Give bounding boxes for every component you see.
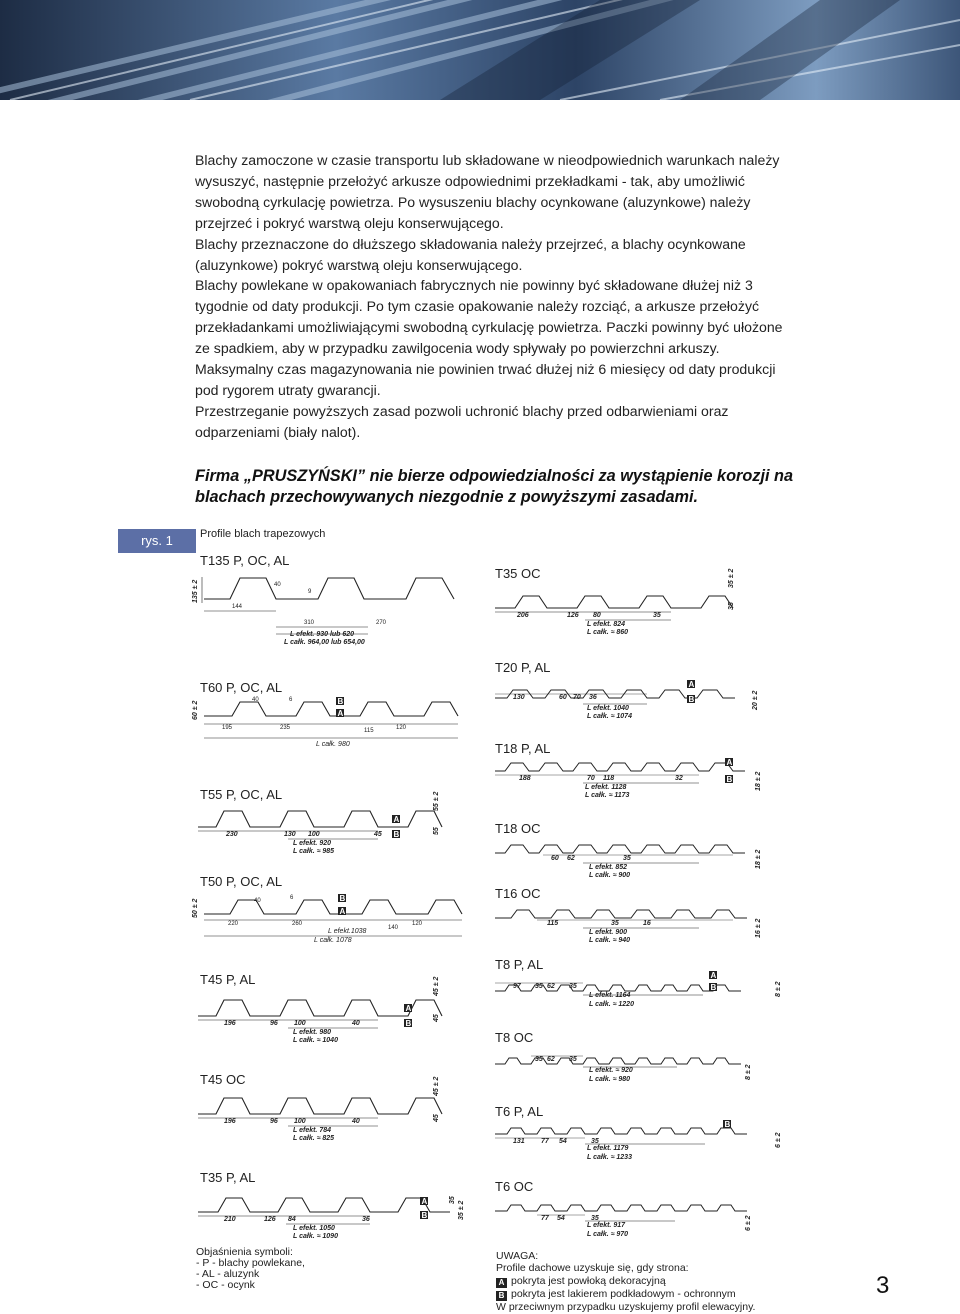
svg-text:270: 270: [376, 620, 387, 626]
svg-text:144: 144: [232, 604, 243, 610]
svg-text:120: 120: [396, 725, 407, 731]
svg-text:115: 115: [364, 728, 374, 734]
svg-text:210: 210: [224, 1216, 236, 1223]
profile-t135-drawing: [192, 573, 462, 653]
svg-text:97: 97: [513, 983, 521, 990]
svg-text:L całk. ≈ 1173: L całk. ≈ 1173: [585, 792, 630, 799]
svg-text:84: 84: [288, 1216, 296, 1223]
profile-t8-oc-drawing: [493, 1052, 765, 1086]
svg-text:35: 35: [728, 602, 735, 610]
profile-t6-oc: [495, 1179, 765, 1239]
svg-text:35: 35: [653, 612, 661, 619]
svg-text:120: 120: [412, 921, 423, 927]
svg-text:60: 60: [559, 694, 567, 701]
svg-text:235: 235: [280, 725, 291, 731]
profile-t8-pal: [495, 957, 782, 1017]
svg-text:70: 70: [573, 694, 581, 701]
svg-text:206: 206: [517, 612, 529, 619]
svg-text:L efekt. 980: L efekt. 980: [293, 1029, 332, 1036]
svg-text:131: 131: [513, 1138, 525, 1145]
svg-text:62: 62: [567, 855, 575, 862]
profile-name: T45 OC: [200, 1072, 246, 1087]
legend-item-p: - P - blachy powlekane,: [196, 1257, 305, 1269]
svg-text:45: 45: [374, 831, 382, 838]
legend-item-oc: - OC - ocynk: [196, 1279, 255, 1291]
svg-text:18 ± 2: 18 ± 2: [755, 849, 762, 869]
profile-name: T6 OC: [495, 1179, 534, 1194]
svg-text:77: 77: [541, 1138, 549, 1145]
profile-name: T135 P, OC, AL: [200, 553, 290, 568]
svg-text:A: A: [339, 907, 346, 916]
svg-text:L całk. ≈ 1074: L całk. ≈ 1074: [587, 713, 632, 720]
svg-text:L efekt. 824: L efekt. 824: [587, 621, 626, 628]
paragraph-3: Blachy powlekane w opakowaniach fabrycznych nie powinny być składowane dłużej niż 3 tygodnie od daty produkcji. Po tym czasie opakowanie należy rozciąć, a arkusze przełożyć przekładankami umożliwiającymi swobodną cyrkulację powietrza. Paczki powinny być ułożone ze spadkiem, aby w przypadku zawilgocenia wody spływały po powierzchni arkuszy. Maksymalny czas magazynowania nie powinien trwać dłużej niż 6 miesięcy od daty produkcji pod rygorem utraty gwarancji.: [195, 277, 783, 398]
svg-text:140: 140: [388, 925, 399, 931]
liability-warning: Firma „PRUSZYŃSKI” nie bierze odpowiedzialności za wystąpienie korozji na blachach przechowywanych niezgodnie z powyższymi zasadami.: [195, 467, 794, 506]
svg-text:9: 9: [308, 589, 312, 595]
svg-text:B: B: [393, 830, 400, 839]
profile-t18-pal-drawing: [493, 757, 765, 801]
page-number: 3: [876, 1272, 890, 1299]
svg-text:130: 130: [284, 831, 296, 838]
svg-text:A: A: [393, 815, 400, 824]
svg-text:80: 80: [593, 612, 601, 619]
svg-text:96: 96: [270, 1118, 278, 1125]
svg-text:188: 188: [519, 775, 531, 782]
profile-t135: [192, 553, 460, 653]
svg-text:16: 16: [643, 920, 651, 927]
profile-name: T50 P, OC, AL: [200, 874, 283, 889]
profile-t35-oc: [495, 566, 765, 636]
profile-t8-pal-drawing: [493, 971, 782, 1017]
svg-text:L efekt. 1050: L efekt. 1050: [293, 1225, 335, 1232]
svg-text:45: 45: [433, 1114, 440, 1122]
svg-text:L całk. ≈ 980: L całk. ≈ 980: [589, 1076, 631, 1083]
paragraph-2: Blachy przeznaczone do dłuższego składowania należy przejrzeć, a blachy ocynkowane (aluzynkowe) pokryć warstwą oleju konserwującego.: [195, 235, 746, 273]
svg-text:60 ± 2: 60 ± 2: [192, 700, 199, 720]
svg-text:18 ± 2: 18 ± 2: [755, 771, 762, 791]
profile-name: T8 P, AL: [495, 957, 544, 972]
profile-t60: [192, 680, 460, 750]
svg-text:260: 260: [292, 921, 303, 927]
profile-name: T6 P, AL: [495, 1104, 544, 1119]
profile-name: T16 OC: [495, 886, 541, 901]
svg-text:54: 54: [559, 1138, 567, 1145]
svg-text:6 ± 2: 6 ± 2: [775, 1132, 782, 1148]
svg-text:L całk. 1078: L całk. 1078: [314, 937, 352, 944]
svg-text:L całk. ≈ 900: L całk. ≈ 900: [589, 872, 631, 879]
svg-text:100: 100: [294, 1118, 306, 1125]
svg-text:L efekt. 917: L efekt. 917: [587, 1222, 626, 1229]
svg-text:B: B: [724, 1120, 731, 1129]
profile-t45-oc: [200, 1072, 460, 1144]
svg-text:8 ± 2: 8 ± 2: [775, 981, 782, 997]
note-subtitle: Profile dachowe uzyskuje się, gdy strona:: [496, 1262, 689, 1275]
svg-text:L efekt. 1164: L efekt. 1164: [589, 992, 631, 999]
svg-text:16 ± 2: 16 ± 2: [755, 918, 762, 938]
svg-text:35: 35: [591, 1215, 599, 1222]
svg-text:L całk. ≈ 825: L całk. ≈ 825: [293, 1135, 335, 1142]
svg-text:B: B: [405, 1019, 412, 1028]
figure-title: Profile blach trapezowych: [200, 528, 326, 540]
svg-text:L całk. ≈ 1220: L całk. ≈ 1220: [589, 1001, 634, 1008]
svg-text:35: 35: [535, 1056, 543, 1063]
svg-text:B: B: [710, 983, 717, 992]
svg-text:A: A: [688, 680, 695, 689]
profile-t6-pal: [495, 1104, 782, 1162]
svg-text:96: 96: [270, 1020, 278, 1027]
svg-text:100: 100: [294, 1020, 306, 1027]
profile-t20: [495, 660, 765, 720]
svg-text:40: 40: [352, 1020, 360, 1027]
svg-text:36: 36: [362, 1216, 370, 1223]
profile-t60-drawing: [192, 694, 462, 750]
note-title: UWAGA:: [496, 1250, 539, 1262]
svg-text:35 ± 2: 35 ± 2: [728, 568, 735, 588]
svg-text:6: 6: [290, 895, 294, 901]
svg-text:54: 54: [557, 1215, 565, 1222]
svg-text:L całk. ≈ 1040: L całk. ≈ 1040: [293, 1037, 338, 1044]
svg-text:115: 115: [547, 920, 559, 927]
profile-t18-pal: [495, 741, 765, 801]
svg-text:70: 70: [587, 775, 595, 782]
key-a-icon: A: [496, 1278, 507, 1288]
note-item-b: B pokryta jest lakierem podkładowym - ochronnym: [496, 1288, 755, 1301]
svg-text:6 ± 2: 6 ± 2: [745, 1215, 752, 1231]
svg-text:20 ± 2: 20 ± 2: [752, 690, 759, 710]
svg-text:L całk. ≈ 1233: L całk. ≈ 1233: [587, 1154, 632, 1161]
svg-text:L całk. 964,00 lub 654,00: L całk. 964,00 lub 654,00: [284, 639, 365, 646]
svg-text:126: 126: [264, 1216, 276, 1223]
svg-text:L całk. ≈ 985: L całk. ≈ 985: [293, 848, 335, 855]
profile-name: T35 OC: [495, 566, 541, 581]
svg-text:L efekt.1038: L efekt.1038: [328, 928, 367, 935]
profile-t35-pal-drawing: [196, 1190, 466, 1238]
profile-name: T18 OC: [495, 821, 541, 836]
profile-t16-oc-drawing: [493, 904, 765, 948]
profile-name: T45 P, AL: [200, 972, 256, 987]
svg-text:32: 32: [675, 775, 683, 782]
svg-text:50 ± 2: 50 ± 2: [192, 898, 199, 918]
svg-text:L efekt. 930 lub 620: L efekt. 930 lub 620: [290, 631, 355, 638]
svg-text:220: 220: [228, 921, 239, 927]
svg-text:40: 40: [274, 582, 281, 588]
svg-text:L efekt. 1179: L efekt. 1179: [587, 1145, 629, 1152]
svg-text:55 ± 2: 55 ± 2: [433, 791, 440, 811]
svg-text:L efekt. ≈ 920: L efekt. ≈ 920: [589, 1067, 633, 1074]
svg-text:B: B: [688, 695, 695, 704]
svg-text:35 ± 2: 35 ± 2: [458, 1200, 465, 1220]
svg-text:230: 230: [226, 831, 238, 838]
paragraph-4: Przestrzeganie powyższych zasad pozwoli uchronić blachy przed odbarwieniami oraz odparzeniami (biały nalot).: [195, 402, 729, 440]
svg-text:196: 196: [224, 1020, 236, 1027]
svg-text:L całk. ≈ 970: L całk. ≈ 970: [587, 1231, 629, 1238]
svg-text:60: 60: [551, 855, 559, 862]
note-legend: [496, 1250, 755, 1313]
svg-text:35: 35: [591, 1138, 599, 1145]
profile-name: T8 OC: [495, 1030, 534, 1045]
svg-text:B: B: [337, 697, 344, 706]
header-photo: [0, 0, 960, 100]
profile-t8-oc: [495, 1030, 765, 1085]
svg-text:A: A: [405, 1004, 412, 1013]
note-footer: W przeciwnym przypadku uzyskujemy profil elewacyjny.: [496, 1300, 756, 1313]
profile-t16-oc: [495, 886, 765, 946]
legend-title: Objaśnienia symboli:: [196, 1246, 293, 1258]
svg-text:135 ± 2: 135 ± 2: [192, 579, 199, 603]
profile-t6-oc-drawing: [493, 1201, 765, 1239]
svg-text:6: 6: [289, 697, 293, 703]
svg-text:40: 40: [352, 1118, 360, 1125]
profile-t55: [200, 787, 460, 857]
svg-text:L efekt. 1040: L efekt. 1040: [587, 705, 629, 712]
profile-name: T20 P, AL: [495, 660, 551, 675]
svg-text:L efekt. 920: L efekt. 920: [293, 840, 332, 847]
svg-text:L całk. ≈ 860: L całk. ≈ 860: [587, 629, 629, 636]
svg-text:40: 40: [252, 697, 259, 703]
svg-text:B: B: [339, 894, 346, 903]
svg-text:35: 35: [449, 1196, 456, 1204]
svg-text:195: 195: [222, 725, 233, 731]
svg-text:40: 40: [254, 898, 261, 904]
profile-t45-pal: [200, 972, 460, 1044]
profile-t50-drawing: [192, 890, 462, 946]
svg-text:B: B: [421, 1211, 428, 1220]
legend-item-al: - AL - aluzynk: [196, 1268, 260, 1280]
svg-text:L efekt. 900: L efekt. 900: [589, 929, 628, 936]
svg-text:62: 62: [547, 1056, 555, 1063]
svg-text:100: 100: [308, 831, 320, 838]
svg-text:B: B: [726, 775, 733, 784]
profile-t6-pal-drawing: [493, 1120, 782, 1162]
svg-text:L całk. ≈ 1090: L całk. ≈ 1090: [293, 1233, 338, 1240]
svg-text:A: A: [726, 758, 733, 767]
svg-text:45: 45: [433, 1014, 440, 1022]
svg-text:A: A: [421, 1197, 428, 1206]
svg-text:130: 130: [513, 694, 525, 701]
svg-text:35: 35: [569, 1056, 577, 1063]
svg-text:126: 126: [567, 612, 579, 619]
profile-name: T35 P, AL: [200, 1170, 256, 1185]
svg-text:35: 35: [611, 920, 619, 927]
key-b-icon: B: [496, 1291, 507, 1301]
svg-text:35: 35: [535, 983, 543, 990]
svg-text:8 ± 2: 8 ± 2: [745, 1064, 752, 1080]
figure-label: rys. 1: [118, 529, 196, 553]
profile-t18-oc-drawing: [493, 839, 765, 881]
svg-text:35: 35: [569, 983, 577, 990]
svg-text:L całk. ≈ 940: L całk. ≈ 940: [589, 937, 631, 944]
svg-text:310: 310: [304, 620, 315, 626]
svg-text:A: A: [337, 709, 344, 718]
svg-text:118: 118: [603, 775, 615, 782]
svg-text:L całk. 980: L całk. 980: [316, 741, 350, 748]
svg-text:L efekt. 1128: L efekt. 1128: [585, 784, 627, 791]
svg-text:A: A: [710, 971, 717, 980]
svg-text:35: 35: [623, 855, 631, 862]
svg-text:L efekt. 852: L efekt. 852: [589, 864, 628, 871]
profile-t18-oc: [495, 821, 765, 881]
profile-t20-drawing: [493, 680, 765, 722]
storage-instructions: [195, 150, 795, 443]
svg-text:55: 55: [433, 827, 440, 835]
paragraph-1: Blachy zamoczone w czasie transportu lub składowane w nieodpowiednich warunkach należy wysuszyć, następnie przełożyć arkusze odpowiednimi przekładkami - tak, aby umożliwić swobodną cyrkulację powietrza. Po wysuszeniu blachy ocynkowane (aluzynkowe) należy przejrzeć i pokryć warstwą oleju konserwującego.: [195, 152, 780, 231]
svg-text:L efekt. 784: L efekt. 784: [293, 1127, 332, 1134]
profile-name: T55 P, OC, AL: [200, 787, 283, 802]
profile-t35-pal: [200, 1170, 470, 1238]
profile-name: T60 P, OC, AL: [200, 680, 283, 695]
symbol-legend: [196, 1247, 305, 1291]
svg-text:36: 36: [589, 694, 597, 701]
note-item-a: A pokryta jest powłoką dekoracyjną: [496, 1275, 755, 1288]
svg-text:62: 62: [547, 983, 555, 990]
svg-text:77: 77: [541, 1215, 549, 1222]
svg-text:196: 196: [224, 1118, 236, 1125]
svg-text:45 ± 2: 45 ± 2: [433, 976, 440, 996]
profile-t50: [192, 874, 460, 946]
header-photo-image: [0, 0, 960, 100]
profile-name: T18 P, AL: [495, 741, 551, 756]
svg-text:45 ± 2: 45 ± 2: [433, 1076, 440, 1096]
